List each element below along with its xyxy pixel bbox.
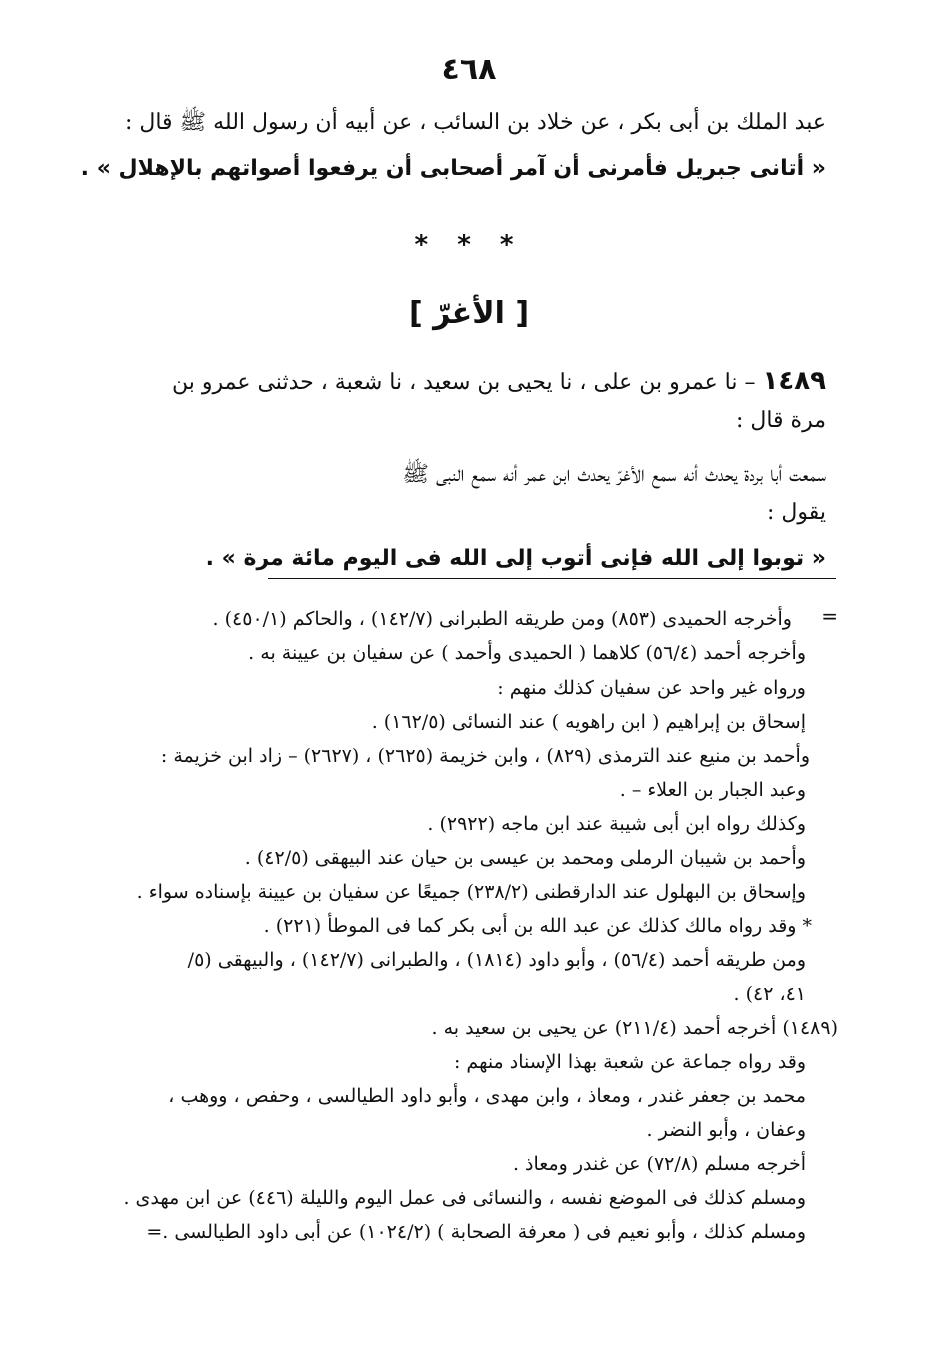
hadith-chain-line-2: مرة قال : [735,408,826,433]
footnote-line: وعفان ، وأبو النضر . [646,1119,806,1141]
intro-line-2: « أتانى جبريل فأمرنى أن آمر أصحابى أن يرفعوا أصواتهم بالإهلال » . [80,156,826,181]
footnote-line: محمد بن جعفر غندر ، ومعاذ ، وابن مهدى ، وأبو داود الطيالسى ، وحفص ، ووهب ، [168,1085,806,1107]
footnote-line: وأخرجه أحمد (٥٦/٤) كلاهما ( الحميدى وأحمد ) عن سفيان بن عيينة به . [248,642,806,664]
separator-stars: * * * [414,230,524,260]
hadith-chain-text: – نا عمرو بن على ، نا يحيى بن سعيد ، نا شعبة ، حدثنى عمرو بن [172,370,756,395]
hadith-body-line-1: سمعت أبا بردة يحدث أنه سمع الأغرّ يحدث ابن عمر أنه سمع النبى ﷺ [402,462,826,487]
hadith-chain-line-1 [172,366,826,396]
footnote-line: * وقد رواه مالك كذلك عن عبد الله بن أبى بكر كما فى الموطأ (٢٢١) . [263,915,812,937]
hadith-number: ١٤٨٩ [762,366,826,396]
footnote-line: وعبد الجبار بن العلاء – . [619,779,806,801]
footnote-line: ورواه غير واحد عن سفيان كذلك منهم : [497,677,806,699]
hadith-body-line-2: يقول : [766,500,826,525]
footnote-line: إسحاق بن إبراهيم ( ابن راهويه ) عند النسائى (١٦٢/٥) . [371,711,806,733]
footnote-line: وأخرجه الحميدى (٨٥٣) ومن طريقه الطبرانى (١٤٢/٧) ، والحاكم (٤٥٠/١) . [212,608,792,630]
section-title: [ الأغرّ ] [408,296,530,331]
footnote-line: أخرجه مسلم (٧٢/٨) عن غندر ومعاذ . [512,1153,806,1175]
footnote-line: (١٤٨٩) أخرجه أحمد (٢١١/٤) عن يحيى بن سعيد به . [431,1017,838,1039]
footnote-line: وقد رواه جماعة عن شعبة بهذا الإسناد منهم : [453,1051,806,1073]
footnote-line: وإسحاق بن البهلول عند الدارقطنى (٢٣٨/٢) جميعًا عن سفيان بن عيينة بإسناده سواء . [136,881,806,903]
intro-line-1: عبد الملك بن أبى بكر ، عن خلاد بن السائب ، عن أبيه أن رسول الله ﷺ قال : [124,110,826,135]
page-number: ٤٦٨ [441,52,497,87]
footnote-line: ومسلم كذلك ، وأبو نعيم فى ( معرفة الصحابة ) (١٠٢٤/٢) عن أبى داود الطيالسى .= [146,1221,806,1243]
footnote-line: ومسلم كذلك فى الموضع نفسه ، والنسائى فى عمل اليوم والليلة (٤٤٦) عن ابن مهدى . [123,1187,806,1209]
footnote-line: وكذلك رواه ابن أبى شيبة عند ابن ماجه (٢٩٢٢) . [427,813,806,835]
hadith-text: « توبوا إلى الله فإنى أتوب إلى الله فى اليوم مائة مرة » . [205,546,826,571]
footnote-line: وأحمد بن شيبان الرملى ومحمد بن عيسى بن حيان عند البيهقى (٤٢/٥) . [244,847,806,869]
footnote-line: وأحمد بن منيع عند الترمذى (٨٢٩) ، وابن خزيمة (٢٦٢٥) ، (٢٦٢٧) – زاد ابن خزيمة : [160,745,810,767]
footnote-continuation-marker: = [821,604,838,628]
footnote-line: ٤١، ٤٢) . [733,983,806,1005]
footnote-line: ومن طريقه أحمد (٥٦/٤) ، وأبو داود (١٨١٤) ، والطبرانى (١٤٢/٧) ، والبيهقى (٥/ [187,949,806,971]
footnote-divider [268,578,836,579]
